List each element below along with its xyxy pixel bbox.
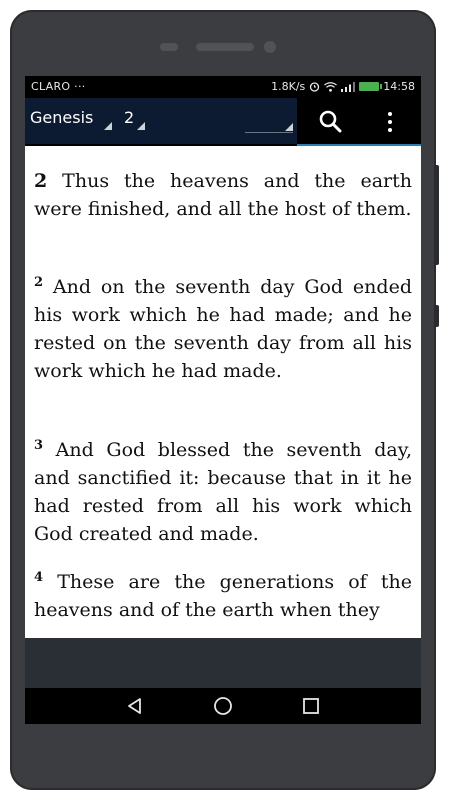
recents-square-icon [301, 696, 321, 716]
verse-reader[interactable] [25, 146, 421, 638]
chapter-label: 2 [124, 108, 135, 127]
verse-text: And on the seventh day God ended his work which he had made; and he rested on the seventh day from all his work which he had made. [34, 276, 412, 382]
overflow-menu-icon [388, 112, 392, 116]
earpiece-speaker [196, 43, 254, 51]
dropdown-arrow-icon [285, 123, 293, 131]
search-button[interactable] [315, 106, 347, 138]
home-circle-icon [212, 695, 234, 717]
recents-button[interactable] [281, 688, 341, 724]
system-nav-bar [25, 688, 421, 724]
clock: 14:58 [383, 80, 415, 93]
verse-number: 3 [34, 438, 44, 453]
dropdown-arrow-icon [137, 122, 145, 130]
book-selector[interactable] [30, 108, 93, 127]
home-button[interactable] [193, 688, 253, 724]
signal-icon [341, 82, 355, 92]
bottom-panel [25, 638, 421, 688]
verse-text: And God blessed the seventh day, and sanctified it: because that in it he had rested from all his work which God created and made. [34, 439, 412, 545]
verse-text: These are the generations of the heavens and of the earth when they [34, 571, 412, 621]
back-triangle-icon [125, 696, 145, 716]
status-bar [25, 76, 421, 98]
verse-number: 4 [34, 570, 44, 585]
verse-paragraph [25, 273, 421, 385]
volume-button [434, 165, 439, 265]
network-speed: 1.8K/s [271, 80, 306, 93]
verse-number: 2 [34, 170, 48, 192]
power-button [434, 305, 439, 327]
carrier-label: CLARO ··· [31, 80, 86, 93]
verse-paragraph [25, 568, 421, 624]
sensor-dot [160, 43, 178, 51]
status-icons [271, 80, 415, 93]
search-icon [315, 106, 347, 138]
dropdown-arrow-icon [104, 122, 112, 130]
wifi-icon [324, 82, 337, 92]
app-toolbar [25, 98, 421, 146]
alarm-icon [309, 81, 320, 92]
front-camera [264, 41, 276, 53]
verse-paragraph [25, 436, 421, 548]
verse-number: 2 [34, 275, 44, 290]
verse-paragraph [25, 167, 421, 223]
back-button[interactable] [105, 688, 165, 724]
verse-text: Thus the heavens and the earth were finished, and all the host of them. [34, 170, 412, 220]
book-label: Genesis [30, 108, 94, 127]
battery-icon [359, 82, 379, 91]
screen [25, 76, 421, 724]
overflow-menu-dot [388, 128, 392, 132]
verse-selector[interactable] [245, 132, 293, 133]
overflow-menu-dot [388, 120, 392, 124]
chapter-selector[interactable] [124, 108, 134, 127]
overflow-menu-button[interactable] [377, 106, 403, 138]
